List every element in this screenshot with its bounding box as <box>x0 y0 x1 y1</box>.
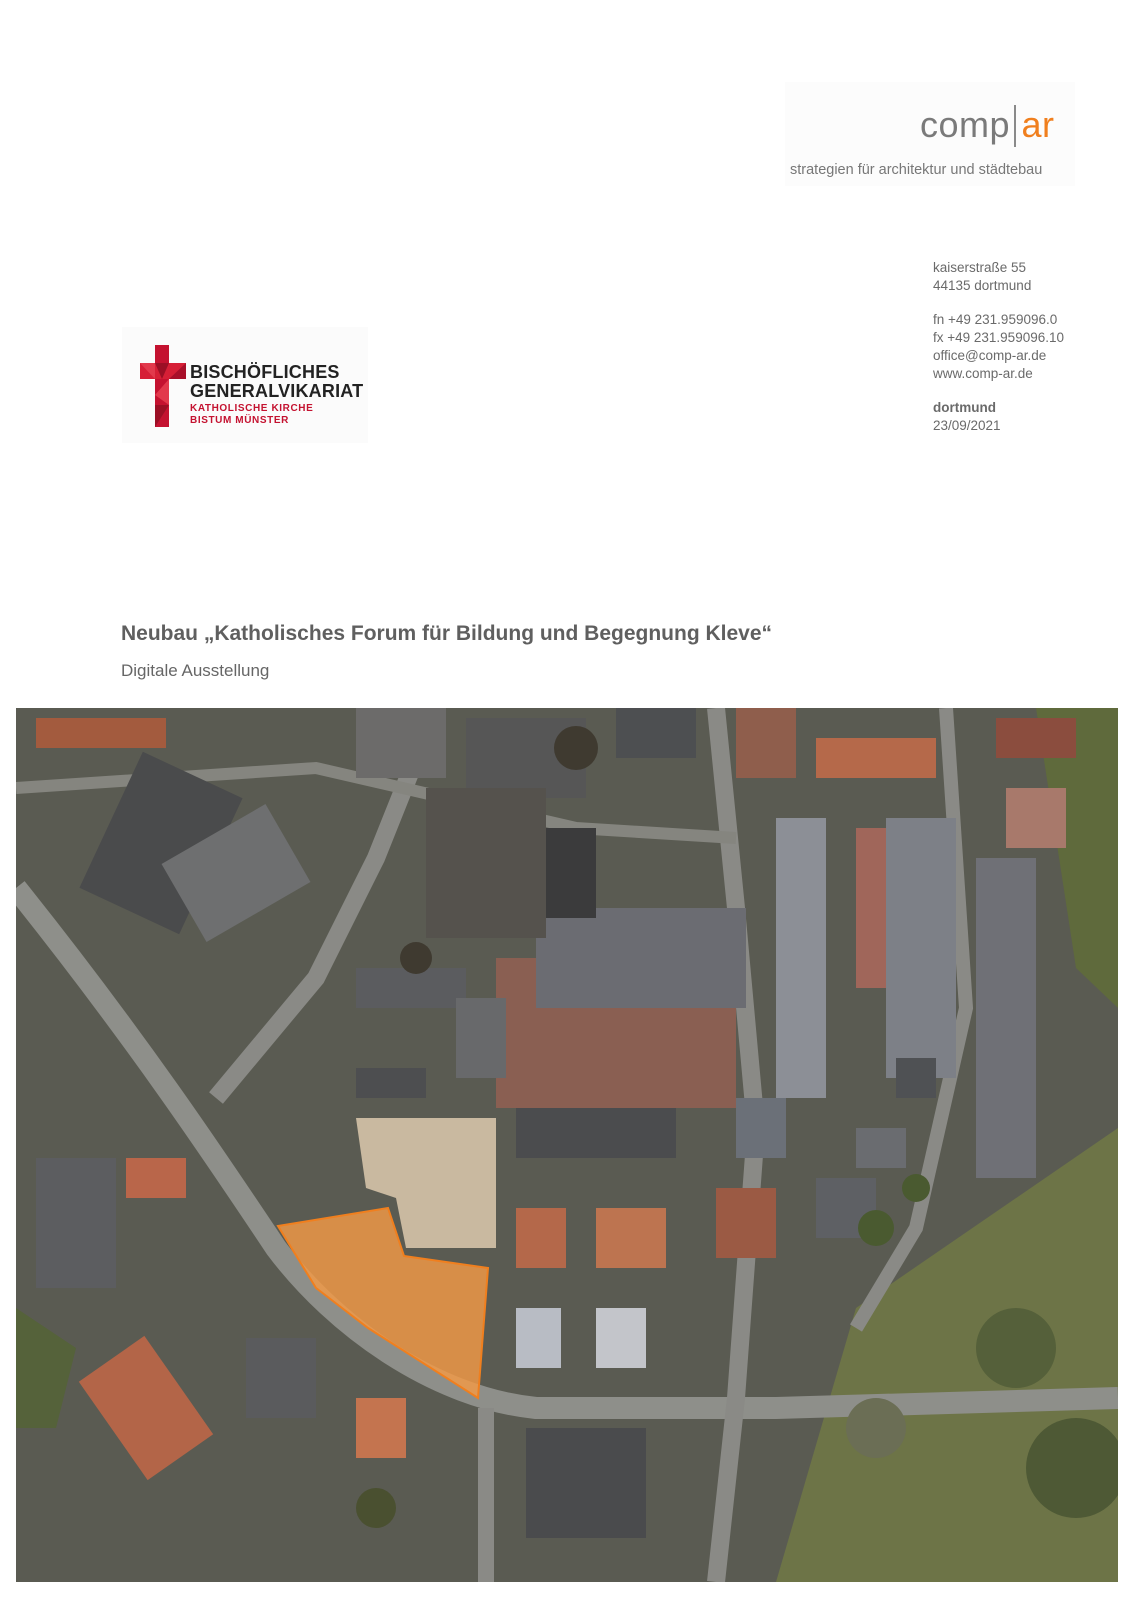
document-title: Neubau „Katholisches Forum für Bildung und Begegnung Kleve“ <box>121 622 773 645</box>
client-logo <box>122 327 368 443</box>
address-block <box>933 259 1064 435</box>
address-phone: fn +49 231.959096.0 <box>933 312 1058 327</box>
address-fax: fx +49 231.959096.10 <box>933 330 1064 345</box>
document-subtitle: Digitale Ausstellung <box>121 661 270 680</box>
client-logo-line2: GENERALVIKARIAT <box>190 381 364 401</box>
aerial-map <box>16 708 1118 1582</box>
document-date: 23/09/2021 <box>933 418 1001 433</box>
address-place: dortmund <box>933 400 996 415</box>
address-street: kaiserstraße 55 <box>933 260 1027 275</box>
client-logo-line1: BISCHÖFLICHES <box>190 362 340 382</box>
client-logo-line4: BISTUM MÜNSTER <box>190 415 289 426</box>
address-city: 44135 dortmund <box>933 278 1032 293</box>
company-logo <box>920 101 1055 149</box>
logo-divider <box>1014 105 1016 147</box>
address-web: www.comp-ar.de <box>933 366 1033 381</box>
client-logo-line3: KATHOLISCHE KIRCHE <box>190 403 314 414</box>
logo-text-comp: comp <box>920 104 1011 145</box>
logo-text-ar: ar <box>1021 104 1055 145</box>
aerial-photo <box>16 708 1118 1582</box>
company-tagline: strategien für architektur und städtebau <box>790 162 1043 178</box>
cross-icon <box>140 345 186 427</box>
address-email: office@comp-ar.de <box>933 348 1047 363</box>
